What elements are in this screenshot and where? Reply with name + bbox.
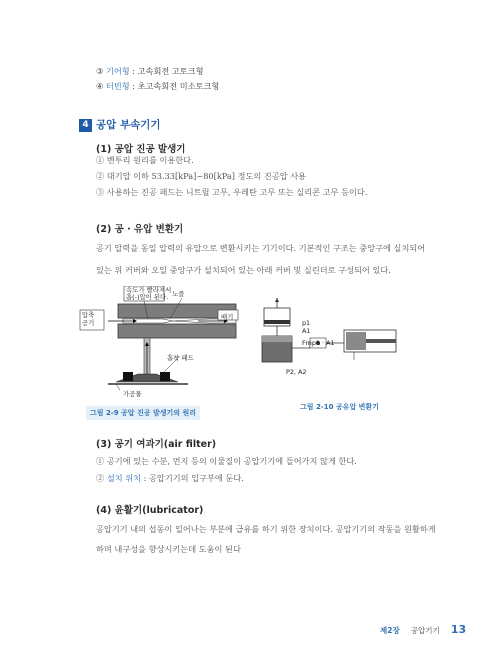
list-item xyxy=(96,453,357,470)
figure-caption-2-10: 그림 2-10 공유압 변환기 xyxy=(300,403,379,411)
paragraph-line: 공기 압력을 동일 압력의 유압으로 변환시키는 기기이다. 기본적인 구조는 중앙구에 실치되어 xyxy=(96,243,426,253)
list-item-gear-type xyxy=(96,66,204,77)
item-term: 설치 위치 xyxy=(106,473,142,483)
subsection-title-converter: (2) 공 · 유압 변환기 xyxy=(96,224,184,235)
list-item-turbine-type xyxy=(96,81,219,92)
vacuum-generator-diagram xyxy=(78,286,248,406)
pneumatic-hydraulic-converter-diagram xyxy=(254,298,404,378)
item-text: : 고속회전 고토크형 xyxy=(129,66,204,76)
page-footer xyxy=(380,618,466,637)
paragraph-line: 공압기기 내의 섭동이 일어나는 부분에 급유를 하기 위한 장치이다. 공압기기의 작동을 원활하게 xyxy=(96,524,436,534)
subsection-title-vacuum-generator: (1) 공압 진공 발생기 xyxy=(96,144,186,155)
paragraph-line: 있는 위 커버와 오일 중앙구가 설치되어 있는 아래 커버 및 실린더로 구성되어 있다. xyxy=(96,265,391,275)
item-number: ② xyxy=(96,473,105,483)
list-item: ② 대기압 이하 53.33[kPa]~80[kPa] 정도의 진공압 사용 xyxy=(96,171,307,181)
section-number-badge: 4 xyxy=(79,119,92,132)
list-item: ③ 사용하는 진공 패드는 니트릴 고무, 우레탄 고무 또는 실리콘 고무 등이다. xyxy=(96,187,368,197)
p1-label: p1 xyxy=(302,319,311,327)
page-number: 13 xyxy=(450,623,467,636)
item-term: 터빈형 xyxy=(105,81,130,91)
pad-left xyxy=(123,372,133,381)
paragraph-line: 하며 내구성을 향상시키는데 도움이 된다 xyxy=(96,544,241,554)
callout-label: 속도가 빨라져서 흡(-)압이 된다. xyxy=(126,286,172,301)
supply-label: 압축 공기 xyxy=(82,311,95,327)
converter-paragraph xyxy=(96,237,425,281)
section-title: 공압 부속기기 xyxy=(96,119,161,131)
fmp-label: Fmp1 · A1 xyxy=(302,339,335,347)
lower-body xyxy=(118,324,236,338)
pad-label: 흡착 패드 xyxy=(167,354,194,362)
item-number: ④ xyxy=(96,81,104,91)
list-item xyxy=(96,470,357,487)
a1-label: A1 xyxy=(302,327,311,335)
footer-chapter: 제2장 xyxy=(380,626,400,635)
subsection-title-air-filter: (3) 공기 여과기(air filter) xyxy=(96,439,217,450)
vacuum-generator-list xyxy=(96,152,367,200)
nozzle-label: 노즐 xyxy=(172,290,185,298)
item-text: 공기에 있는 수분, 먼지 등의 이물질이 공압기기에 들어가지 않게 한다. xyxy=(106,456,357,466)
item-text: : 초고속회전 미소토크형 xyxy=(129,81,220,91)
subsection-title-lubricator: (4) 윤활기(lubricator) xyxy=(96,505,204,516)
item-number: ③ xyxy=(96,66,104,76)
pad-right xyxy=(160,372,170,381)
air-filter-list xyxy=(96,453,357,487)
footer-title: 공압기기 xyxy=(410,626,440,635)
workpiece-label: 가공물 xyxy=(123,390,142,398)
exhaust-label: 배기 xyxy=(221,313,234,321)
item-number: ① xyxy=(96,456,105,466)
list-item: ① 벤투리 원리를 이용한다. xyxy=(96,155,194,165)
figure-caption-2-9: 그림 2-9 공압 진공 발생기의 원리 xyxy=(86,406,200,420)
item-text: : 공압기기의 입구부에 둔다. xyxy=(141,473,244,483)
lubricator-paragraph xyxy=(96,519,436,559)
p2-label: P2, A2 xyxy=(286,368,307,376)
item-term: 기어형 xyxy=(105,66,130,76)
